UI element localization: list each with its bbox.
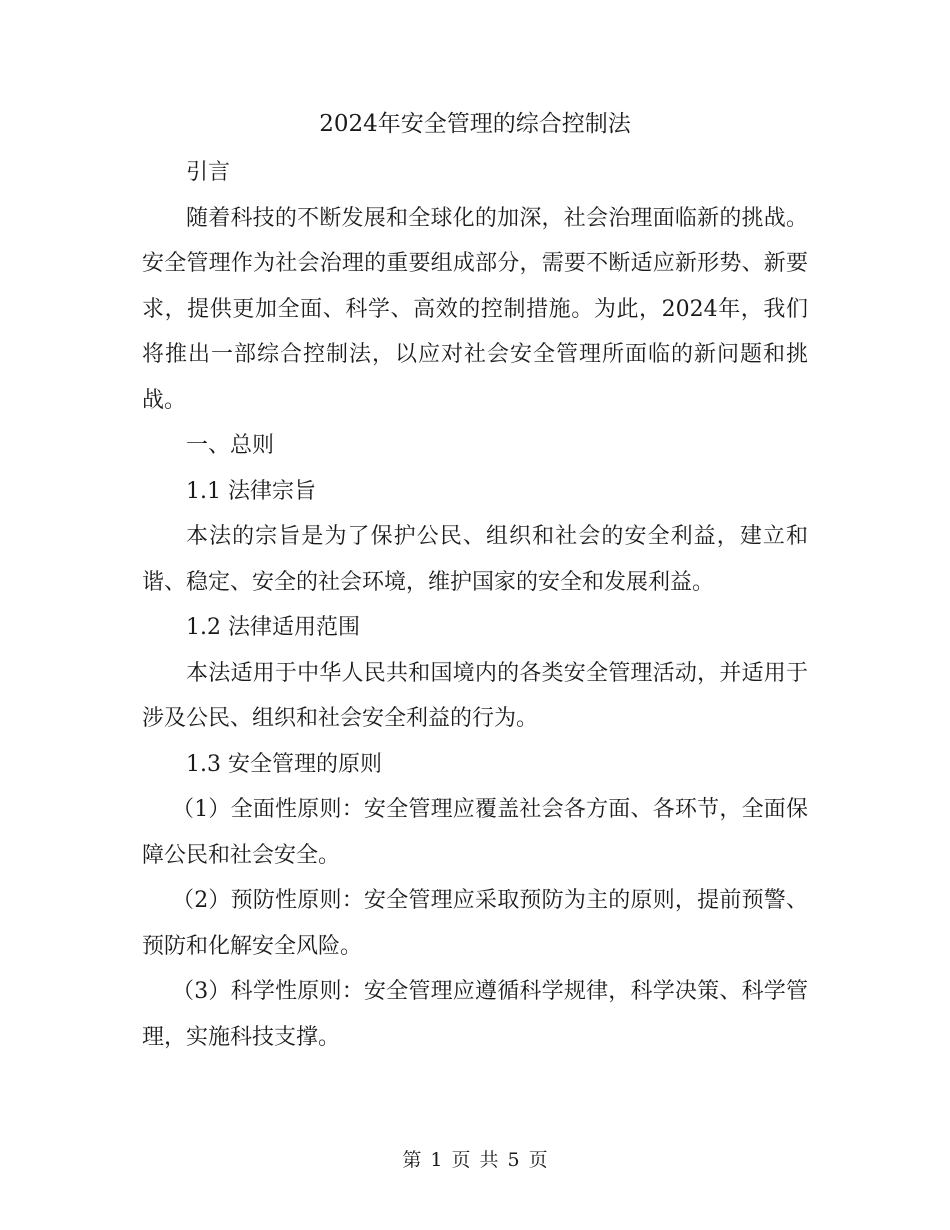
principle-item-prevention: （2）预防性原则：安全管理应采取预防为主的原则，提前预警、预防和化解安全风险。 <box>142 888 808 959</box>
document-body <box>142 150 808 1060</box>
principle-item-scientific: （3）科学性原则：安全管理应遵循科学规律，科学决策、科学管理，实施科技支撑。 <box>142 979 808 1050</box>
page-number-footer: 第 1 页 共 5 页 <box>402 1149 548 1171</box>
principle-item-comprehensiveness: （1）全面性原则：安全管理应覆盖社会各方面、各环节，全面保障公民和社会安全。 <box>142 797 808 868</box>
paragraph-scope: 本法适用于中华人民共和国境内的各类安全管理活动，并适用于涉及公民、组织和社会安全利益的行为。 <box>142 660 808 731</box>
paragraph-purpose: 本法的宗旨是为了保护公民、组织和社会的安全利益，建立和谐、稳定、安全的社会环境，维护国家的安全和发展利益。 <box>142 524 808 595</box>
paragraph-introduction: 随着科技的不断发展和全球化的加深，社会治理面临新的挑战。安全管理作为社会治理的重要组成部分，需要不断适应新形势、新要求，提供更加全面、科学、高效的控制措施。为此，2024年，我们将推出一部综合控制法，以应对社会安全管理所面临的新问题和挑战。 <box>142 205 808 413</box>
subsection-heading-scope: 1.2 法律适用范围 <box>186 615 360 640</box>
document-title: 2024年安全管理的综合控制法 <box>319 111 631 137</box>
subsection-heading-purpose: 1.1 法律宗旨 <box>186 478 316 504</box>
section-heading-introduction: 引言 <box>186 160 231 185</box>
subsection-heading-principles: 1.3 安全管理的原则 <box>186 751 382 777</box>
section-heading-general-provisions: 一、总则 <box>186 433 275 458</box>
